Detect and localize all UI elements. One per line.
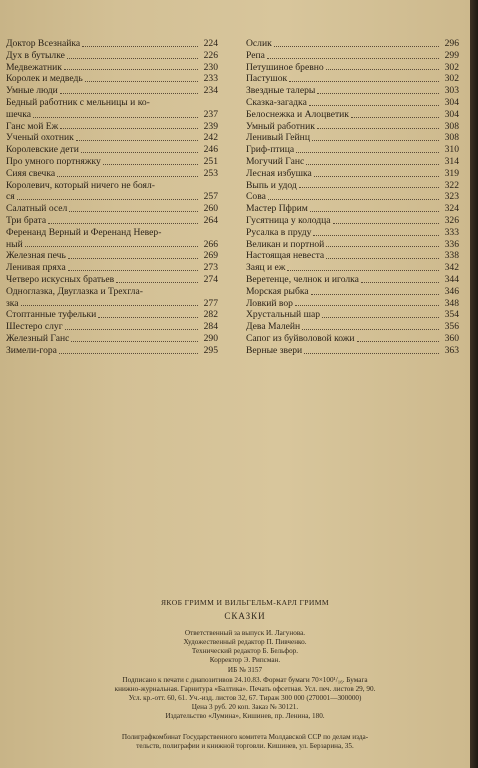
toc-title: Сказка-загадка	[246, 96, 307, 108]
toc-title: Верные звери	[246, 344, 303, 356]
toc-entry	[6, 345, 218, 357]
dot-leader	[304, 352, 439, 354]
toc-title: Пастушок	[246, 73, 288, 85]
toc-title: Умные люди	[6, 85, 58, 97]
dot-leader	[322, 316, 439, 318]
dot-leader	[326, 245, 439, 247]
toc-page-number: 344	[444, 273, 459, 285]
dot-leader	[311, 293, 439, 295]
toc-entry	[6, 132, 218, 144]
colophon-print-details	[60, 676, 430, 712]
dot-leader	[289, 80, 439, 82]
colophon-title	[60, 612, 430, 621]
toc-entry-line	[246, 239, 459, 251]
toc-entry-line	[6, 109, 218, 121]
toc-page-number: 290	[203, 332, 218, 344]
toc-entry-line	[246, 38, 459, 50]
toc-entry	[246, 62, 459, 74]
toc-page-number: 295	[203, 344, 218, 356]
dot-leader	[116, 281, 198, 283]
toc-entry-line	[6, 298, 218, 310]
toc-entry	[246, 132, 459, 144]
staff-line: Технический редактор Б. Бельфор.	[191, 647, 299, 655]
colophon-publisher	[60, 712, 430, 721]
dot-leader	[25, 245, 198, 247]
toc-entry	[246, 203, 459, 215]
toc-entry-line	[246, 109, 459, 121]
toc-page-number: 234	[203, 85, 218, 97]
dot-leader	[313, 234, 439, 236]
print-line: книжно-журнальная. Гарнитура «Балтика». Печать офсетная. Усл. печ. листов 29, 90.	[114, 685, 376, 693]
toc-page-number: 326	[444, 214, 459, 226]
toc-page-number: 242	[203, 132, 218, 144]
toc-page-number: 257	[203, 191, 218, 203]
toc-page-number: 304	[444, 96, 459, 108]
toc-entry-first-line	[6, 180, 218, 192]
toc-title: Могучий Ганс	[246, 155, 305, 167]
toc-entry-line	[6, 168, 218, 180]
dot-leader	[82, 45, 198, 47]
toc-page-number: 269	[203, 250, 218, 262]
toc-title: Гриф-птица	[246, 144, 295, 156]
dot-leader	[67, 57, 198, 59]
print-line: Подписано к печати с диапозитивов 24.10.83. Формат бумаги 70×100¹/₁₆. Бумага	[122, 676, 368, 684]
toc-entry	[6, 73, 218, 85]
dot-leader	[333, 222, 439, 224]
ib-number: ИБ № 3157	[227, 666, 263, 674]
toc-page-number: 323	[444, 191, 459, 203]
toc-page-number: 277	[203, 297, 218, 309]
dot-leader	[59, 352, 198, 354]
dot-leader	[267, 57, 439, 59]
toc-entry-first-line	[6, 286, 218, 298]
toc-entry	[246, 345, 459, 357]
toc-title: Королевские дети	[6, 144, 79, 156]
dot-leader	[296, 151, 439, 153]
toc-left-column	[6, 38, 218, 357]
toc-page-number: 304	[444, 108, 459, 120]
staff-line: Ответственный за выпуск И. Лагунова.	[184, 629, 306, 637]
toc-entry-line	[246, 203, 459, 215]
print-line: Цена 3 руб. 20 коп. Заказ № 30121.	[191, 703, 299, 711]
toc-entry	[246, 73, 459, 85]
toc-page-number: 363	[444, 344, 459, 356]
toc-entry	[6, 262, 218, 274]
toc-page-number: 346	[444, 285, 459, 297]
toc-entry-line	[6, 345, 218, 357]
toc-entry-line	[6, 73, 218, 85]
toc-title: Гусятница у колодца	[246, 214, 331, 226]
toc-entry	[246, 239, 459, 251]
toc-entry-line	[6, 50, 218, 62]
toc-page-number: 253	[203, 167, 218, 179]
toc-entry-line	[6, 144, 218, 156]
toc-entry	[6, 121, 218, 133]
toc-title: Мастер Пфрим	[246, 203, 308, 215]
toc-entry-line	[6, 309, 218, 321]
toc-page-number: 296	[444, 38, 459, 49]
colophon-authors	[60, 598, 430, 607]
toc-page-number: 324	[444, 203, 459, 215]
toc-entry-line	[246, 156, 459, 168]
toc-entry	[246, 156, 459, 168]
toc-entry-line	[246, 286, 459, 298]
toc-title: Ловкий вор	[246, 297, 293, 309]
toc-entry	[246, 168, 459, 180]
dot-leader	[314, 175, 439, 177]
dot-leader	[68, 269, 198, 271]
toc-entry-line	[246, 321, 459, 333]
toc-entry-line	[246, 50, 459, 62]
dot-leader	[306, 163, 439, 165]
dot-leader	[287, 269, 439, 271]
toc-title: Морская рыбка	[246, 285, 309, 297]
dot-leader	[302, 328, 439, 330]
toc-entry	[6, 309, 218, 321]
toc-entry	[246, 333, 459, 345]
toc-page-number: 333	[444, 226, 459, 238]
toc-entry-line	[246, 227, 459, 239]
toc-page-number: 338	[444, 250, 459, 262]
toc-entry	[246, 180, 459, 192]
toc-entry-line	[246, 191, 459, 203]
dot-leader	[274, 45, 439, 47]
authors-line: ЯКОБ ГРИММ И ВИЛЬГЕЛЬМ-КАРЛ ГРИММ	[160, 598, 330, 607]
printer-line: тельств, полиграфии и книжной торговли. Кишинев, ул. Берзарина, 35.	[136, 742, 354, 750]
toc-title: Три брата	[6, 214, 47, 226]
toc-page-number: 237	[203, 108, 218, 120]
toc-entry-line	[6, 121, 218, 133]
dot-leader	[65, 328, 198, 330]
toc-entry	[6, 203, 218, 215]
toc-entry-line	[6, 274, 218, 286]
dot-leader	[295, 304, 439, 306]
toc-entry-line	[6, 262, 218, 274]
toc-entry-line	[6, 333, 218, 345]
toc-title: Дева Малейн	[246, 321, 301, 333]
toc-title-continuation: ный	[6, 238, 23, 250]
dot-leader	[312, 139, 439, 141]
toc-entry	[6, 144, 218, 156]
toc-title: Дух в бутылке	[6, 49, 65, 61]
toc-title-continuation: зка	[6, 297, 19, 309]
toc-entry-line	[6, 132, 218, 144]
toc-entry	[246, 274, 459, 286]
toc-page-number: 336	[444, 238, 459, 250]
toc-entry	[246, 144, 459, 156]
toc-page-number: 308	[444, 132, 459, 144]
toc-entry-line	[246, 333, 459, 345]
dot-leader	[310, 210, 439, 212]
toc-entry	[246, 250, 459, 262]
toc-title: Четверо искусных братьев	[6, 273, 115, 285]
toc-entry	[246, 38, 459, 50]
toc-title: Ференанд Верный и Ференанд Невер-	[6, 226, 162, 238]
toc-entry	[6, 97, 218, 121]
dot-leader	[357, 340, 439, 342]
toc-title: Звездные талеры	[246, 85, 316, 97]
toc-entry	[6, 180, 218, 204]
toc-entry	[6, 274, 218, 286]
toc-entry-line	[246, 274, 459, 286]
printer-line: Полиграфкомбинат Государственного комитета Молдавской ССР по делам изда-	[121, 733, 369, 741]
dot-leader	[60, 92, 198, 94]
toc-entry	[246, 321, 459, 333]
toc-entry	[6, 215, 218, 227]
toc-title: Русалка в пруду	[246, 226, 312, 238]
toc-entry	[6, 62, 218, 74]
toc-title: Заяц и еж	[246, 262, 286, 274]
toc-title: Ленивая пряха	[6, 262, 66, 274]
staff-line: Художественный редактор П. Пивченко.	[183, 638, 307, 646]
toc-title: Ганс мой Еж	[6, 120, 59, 132]
dot-leader	[326, 68, 439, 70]
toc-title: Зимели-гора	[6, 344, 57, 356]
toc-page-number: 264	[203, 214, 218, 226]
toc-title: Шестеро слуг	[6, 321, 63, 333]
dot-leader	[17, 198, 198, 200]
toc-title: Ослик	[246, 38, 272, 49]
toc-page-number: 360	[444, 332, 459, 344]
toc-entry-line	[246, 121, 459, 133]
toc-title: Медвежатник	[6, 61, 62, 73]
toc-title: Ленивый Гейнц	[246, 132, 310, 144]
toc-page-number: 274	[203, 273, 218, 285]
toc-title-continuation: ся	[6, 191, 15, 203]
toc-title: Белоснежка и Алоцветик	[246, 108, 349, 120]
toc-title: Одноглазка, Двуглазка и Трехгла-	[6, 285, 143, 297]
toc-entry	[6, 85, 218, 97]
dot-leader	[309, 104, 439, 106]
dot-leader	[64, 68, 198, 70]
toc-page-number: 233	[203, 73, 218, 85]
toc-page-number: 319	[444, 167, 459, 179]
colophon-staff	[60, 629, 430, 665]
toc-page-number: 308	[444, 120, 459, 132]
toc-title: Бедный работник с мельницы и ко-	[6, 96, 150, 108]
dot-leader	[21, 304, 198, 306]
toc-page-number: 282	[203, 309, 218, 321]
toc-page-number: 303	[444, 85, 459, 97]
toc-page-number: 322	[444, 179, 459, 191]
toc-title: Великан и портной	[246, 238, 325, 250]
toc-title: Про умного портняжку	[6, 155, 101, 167]
toc-page-number: 342	[444, 262, 459, 274]
toc-entry	[246, 109, 459, 121]
dot-leader	[85, 80, 198, 82]
toc-entry	[246, 50, 459, 62]
toc-entry-line	[6, 191, 218, 203]
dot-leader	[48, 222, 198, 224]
toc-entry-line	[6, 239, 218, 251]
toc-entry	[246, 85, 459, 97]
toc-entry-line	[246, 309, 459, 321]
toc-title: Железный Ганс	[6, 332, 70, 344]
toc-entry	[6, 50, 218, 62]
toc-page-number: 302	[444, 73, 459, 85]
toc-page-number: 284	[203, 321, 218, 333]
toc-entry-line	[6, 38, 218, 50]
toc-entry-line	[246, 73, 459, 85]
toc-page-number: 314	[444, 155, 459, 167]
toc-entry-line	[6, 156, 218, 168]
toc-title: Выпь и удод	[246, 179, 297, 191]
toc-entry	[246, 215, 459, 227]
dot-leader	[268, 198, 439, 200]
staff-line: Корректор Э. Рипсман.	[209, 656, 281, 664]
toc-page-number: 273	[203, 262, 218, 274]
dot-leader	[103, 163, 198, 165]
dot-leader	[57, 175, 198, 177]
toc-page-number: 299	[444, 49, 459, 61]
toc-page-number: 260	[203, 203, 218, 215]
toc-entry	[6, 156, 218, 168]
toc-entry-line	[246, 144, 459, 156]
toc-entry	[246, 191, 459, 203]
toc-title: Сияя свечка	[6, 167, 56, 179]
toc-entry	[246, 227, 459, 239]
dot-leader	[326, 257, 439, 259]
toc-title: Сова	[246, 191, 266, 203]
toc-entry-first-line	[6, 227, 218, 239]
dot-leader	[81, 151, 198, 153]
toc-title: Хрустальный шар	[246, 309, 321, 321]
toc-page-number: 239	[203, 120, 218, 132]
toc-title: Лесная избушка	[246, 167, 312, 179]
toc-entry-line	[246, 132, 459, 144]
toc-page-number: 348	[444, 297, 459, 309]
toc-title: Доктор Всезнайка	[6, 38, 81, 49]
toc-entry	[246, 286, 459, 298]
toc-title-continuation: шечка	[6, 108, 32, 120]
toc-entry-line	[6, 321, 218, 333]
toc-entry-line	[246, 97, 459, 109]
toc-entry	[6, 250, 218, 262]
toc-title: Ученый охотник	[6, 132, 74, 144]
dot-leader	[71, 340, 198, 342]
toc-entry-line	[6, 215, 218, 227]
toc-page-number: 266	[203, 238, 218, 250]
page-edge-shadow	[470, 0, 478, 768]
toc-entry	[246, 121, 459, 133]
dot-leader	[60, 127, 198, 129]
toc-title: Сапог из буйволовой кожи	[246, 332, 355, 344]
toc-page-number: 354	[444, 309, 459, 321]
toc-page-number: 246	[203, 144, 218, 156]
dot-leader	[361, 281, 439, 283]
toc-right-column	[246, 38, 459, 357]
dot-leader	[68, 257, 198, 259]
toc-page-number: 224	[203, 38, 218, 49]
dot-leader	[317, 92, 439, 94]
toc-title: Веретенце, челнок и иголка	[246, 273, 359, 285]
toc-page-number: 230	[203, 61, 218, 73]
toc-entry	[6, 227, 218, 251]
toc-title: Стоптанные туфельки	[6, 309, 97, 321]
toc-title: Королевич, который ничего не боял-	[6, 179, 155, 191]
toc-entry-line	[6, 85, 218, 97]
toc-entry-line	[6, 62, 218, 74]
dot-leader	[98, 316, 198, 318]
toc-page-number: 226	[203, 49, 218, 61]
print-line: Усл. кр.-отт. 60, 61. Уч.-изд. листов 32, 67. Тираж 300 000 (270001—300000)	[128, 694, 362, 702]
toc-entry	[246, 298, 459, 310]
dot-leader	[317, 127, 439, 129]
toc-title: Петушиное бревно	[246, 61, 324, 73]
toc-entry-line	[246, 62, 459, 74]
dot-leader	[76, 139, 198, 141]
dot-leader	[351, 116, 439, 118]
book-title: СКАЗКИ	[224, 611, 266, 621]
toc-entry-line	[6, 250, 218, 262]
toc-entry-line	[246, 168, 459, 180]
toc-entry-line	[246, 262, 459, 274]
toc-title: Настоящая невеста	[246, 250, 325, 262]
toc-entry	[6, 286, 218, 310]
toc-entry	[246, 97, 459, 109]
toc-entry	[6, 333, 218, 345]
toc-page-number: 356	[444, 321, 459, 333]
toc-entry	[6, 38, 218, 50]
toc-entry-line	[246, 250, 459, 262]
toc-entry	[6, 321, 218, 333]
toc-page-number: 251	[203, 155, 218, 167]
publisher-line: Издательство «Лумина», Кишинев, пр. Ленина, 180.	[165, 712, 325, 720]
toc-entry-line	[246, 298, 459, 310]
toc-entry-line	[246, 85, 459, 97]
toc-entry-line	[246, 180, 459, 192]
toc-page-number: 310	[444, 144, 459, 156]
dot-leader	[33, 116, 198, 118]
colophon-printer	[60, 733, 430, 751]
toc-title: Салатный осел	[6, 203, 68, 215]
toc-entry	[246, 309, 459, 321]
toc-entry-line	[6, 203, 218, 215]
toc-entry-line	[246, 345, 459, 357]
colophon-ib	[60, 666, 430, 675]
toc-title: Репа	[246, 49, 265, 61]
toc-page-number: 302	[444, 61, 459, 73]
toc-entry	[6, 168, 218, 180]
dot-leader	[299, 186, 439, 188]
toc-entry-first-line	[6, 97, 218, 109]
toc-title: Умный работник	[246, 120, 315, 132]
toc-title: Железная печь	[6, 250, 66, 262]
toc-entry-line	[246, 215, 459, 227]
toc-title: Королек и медведь	[6, 73, 83, 85]
toc-entry	[246, 262, 459, 274]
dot-leader	[69, 210, 198, 212]
